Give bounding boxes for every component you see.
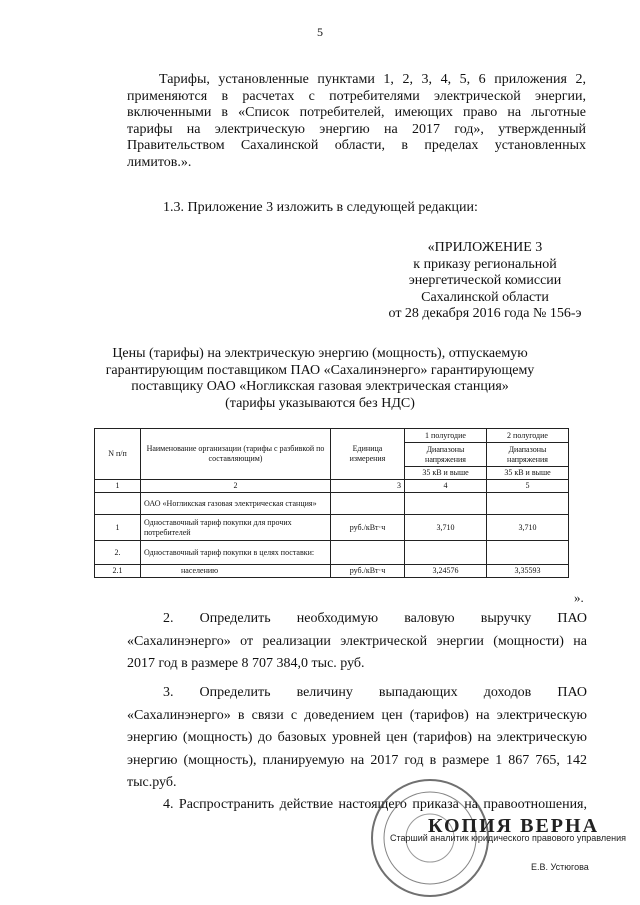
col-number: 2 <box>141 480 331 493</box>
stamp-signature: Е.В. Устюгова <box>531 862 589 872</box>
text-line: Правительством Сахалинской области, в пределах установленных <box>127 138 586 153</box>
stamp-subtitle: Старший аналитик юридического правового управления <box>390 833 626 843</box>
empty-cell <box>331 493 405 515</box>
table-title <box>60 346 580 412</box>
stamp-title: КОПИЯ ВЕРНА <box>428 815 600 837</box>
tariff-table <box>94 428 569 578</box>
text-line: 2. Определить необходимую валовую выручку ПАО <box>163 611 587 626</box>
header-kv1: 35 кВ и выше <box>405 467 487 480</box>
empty-cell <box>405 493 487 515</box>
appendix-line: «ПРИЛОЖЕНИЕ 3 <box>427 240 543 255</box>
page-number: 5 <box>317 25 323 39</box>
appendix-header <box>370 240 600 323</box>
appendix-line: энергетической комиссии <box>408 273 562 288</box>
text-line: «Сахалинэнерго» в связи с доведением цен (тарифов) на электрическую <box>127 707 587 723</box>
table-row <box>95 565 569 578</box>
row-unit <box>331 541 405 565</box>
text-line: энергию (мощность), планируемую на 2017 год в размере 1 867 765, 142 <box>127 752 587 768</box>
text-line: тарифы на электрическую энергию на 2017 год», утвержденный <box>127 121 586 137</box>
row-unit: руб./кВт·ч <box>331 565 405 578</box>
text-line: тыс.руб. <box>127 775 177 790</box>
row-num: 2. <box>95 541 141 565</box>
row-h2: 3,710 <box>487 515 569 541</box>
header-unit: Единица измерения <box>331 429 405 480</box>
row-name: населению <box>141 565 331 578</box>
text-line: 4. Распространить действие настоящего приказа на правоотношения, <box>163 797 587 812</box>
row-h2: 3,35593 <box>487 565 569 578</box>
title-line: гарантирующим поставщиком ПАО «Сахалинэнерго» гарантирующему <box>105 362 535 378</box>
header-name: Наименование организации (тарифы с разбивкой по составляющим) <box>141 429 331 480</box>
table-row <box>95 541 569 565</box>
title-line: Цены (тарифы) на электрическую энергию (мощность), отпускаемую <box>112 346 528 361</box>
row-h1 <box>405 541 487 565</box>
text-line: лимитов.». <box>127 154 192 170</box>
row-num: 2.1 <box>95 565 141 578</box>
text-line: Тарифы, установленные пунктами 1, 2, 3, 4, 5, 6 приложения 2, <box>159 72 586 87</box>
text-line: применяются в расчетах с потребителями электрической энергии, <box>127 88 586 104</box>
title-line: поставщику ОАО «Ногликская газовая электрическая станция» <box>131 379 509 394</box>
appendix-line: к приказу региональной <box>413 256 557 272</box>
paragraph-tariffs <box>127 72 586 171</box>
appendix-line: от 28 декабря 2016 года № 156-э <box>388 306 582 321</box>
row-unit: руб./кВт·ч <box>331 515 405 541</box>
col-number: 3 <box>331 480 405 493</box>
empty-cell <box>487 493 569 515</box>
text-line: «Сахалинэнерго» от реализации электрической энергии (мощности) на <box>127 633 587 649</box>
header-range2: Диапазоны напряжения <box>487 443 569 467</box>
row-name: Одноставочный тариф покупки для прочих потребителей <box>141 515 331 541</box>
clause-1-3: 1.3. Приложение 3 изложить в следующей редакции: <box>163 200 478 215</box>
text-line: энергию (мощность) до базовых уровней цен (тарифов) на электрическую <box>127 730 587 745</box>
header-kv2: 35 кВ и выше <box>487 467 569 480</box>
row-num: 1 <box>95 515 141 541</box>
table-row <box>95 515 569 541</box>
header-range1: Диапазоны напряжения <box>405 443 487 467</box>
org-row-name: ОАО «Ногликская газовая электрическая станция» <box>141 493 331 515</box>
row-h1: 3,710 <box>405 515 487 541</box>
header-half1: 1 полугодие <box>405 429 487 443</box>
text-line: включенными в «Список потребителей, имеющих право на льготные <box>127 105 586 120</box>
paragraph-lost-income <box>127 682 587 795</box>
header-half2: 2 полугодие <box>487 429 569 443</box>
text-line: 3. Определить величину выпадающих доходов ПАО <box>163 685 587 700</box>
text-line: 2017 год в размере 8 707 384,0 тыс. руб. <box>127 656 365 671</box>
title-line: (тарифы указываются без НДС) <box>225 395 415 411</box>
paragraph-revenue <box>127 608 587 676</box>
org-num-cell <box>95 493 141 515</box>
col-number: 4 <box>405 480 487 493</box>
col-number: 5 <box>487 480 569 493</box>
table-closing-quote: ». <box>574 590 584 605</box>
row-h2 <box>487 541 569 565</box>
row-name: Одноставочный тариф покупки в целях поставки: <box>141 541 331 565</box>
row-h1: 3,24576 <box>405 565 487 578</box>
appendix-line: Сахалинской области <box>421 289 549 305</box>
header-num: N п/п <box>95 429 141 480</box>
col-number: 1 <box>95 480 141 493</box>
